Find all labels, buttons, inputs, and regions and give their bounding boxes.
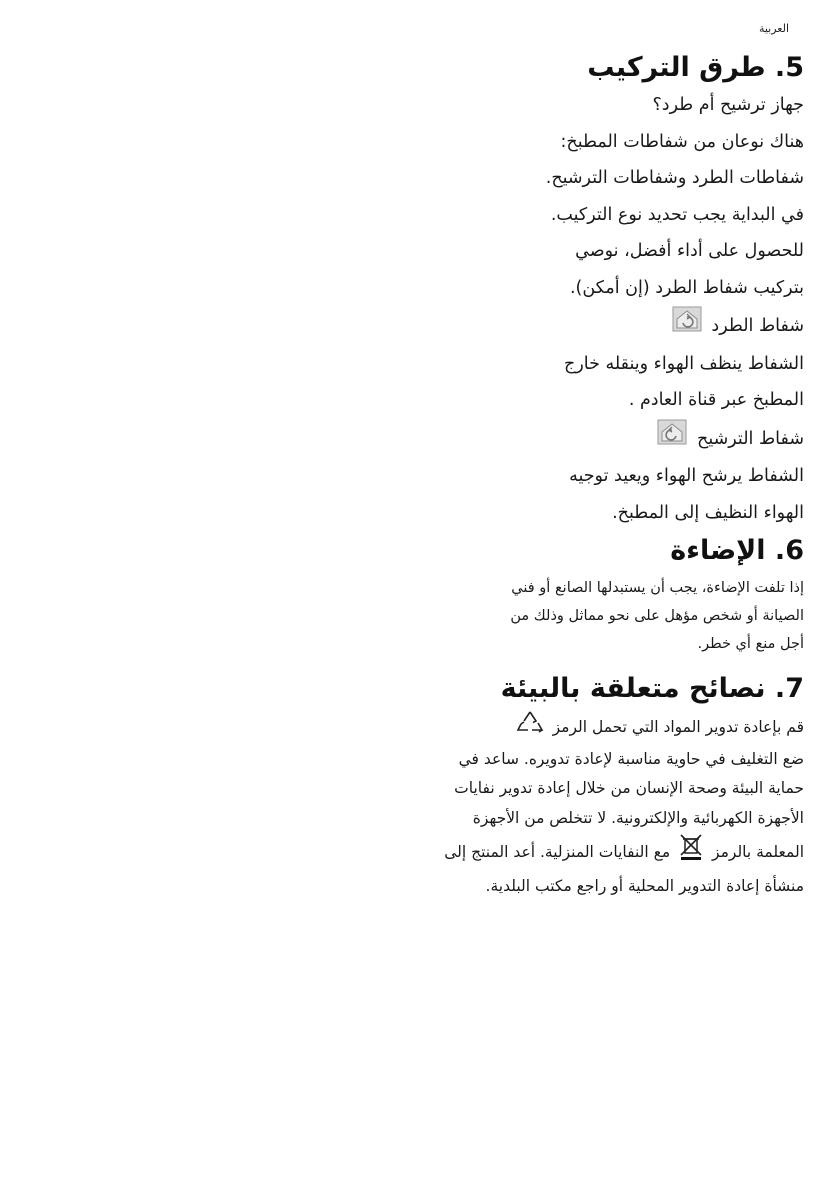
recirculation-hood-icon	[657, 419, 687, 459]
paragraph-line: الشفاط ينظف الهواء وينقله خارج	[564, 353, 804, 374]
section-7-title: 7. نصائح متعلقة بالبيئة	[500, 673, 804, 704]
paragraph-line: حماية البيئة وصحة الإنسان من خلال إعادة تدوير نفايات	[454, 779, 804, 797]
paragraph-line: جهاز ترشيح أم طرد؟	[652, 95, 804, 115]
weee-line	[404, 833, 804, 872]
recycle-text: قم بإعادة تدوير المواد التي تحمل الرمز	[552, 717, 804, 736]
section-lighting	[510, 535, 804, 658]
recycle-line	[404, 710, 804, 745]
paragraph-line: الشفاط يرشح الهواء ويعيد توجيه	[569, 466, 804, 486]
recirculation-hood-heading	[546, 419, 804, 459]
exhaust-hood-heading	[546, 306, 804, 346]
exhaust-hood-label: شفاط الطرد	[711, 315, 804, 336]
paragraph-line: شفاطات الطرد وشفاطات الترشيح.	[545, 168, 804, 188]
section-5-title: 5. طرق التركيب	[587, 52, 804, 83]
section-environment	[404, 673, 804, 901]
exhaust-hood-icon	[672, 306, 702, 346]
paragraph-line: أجل منع أي خطر.	[697, 636, 804, 652]
paragraph-line: الصيانة أو شخص مؤهل على نحو مماثل وذلك من	[510, 608, 804, 624]
paragraph-line: منشأة إعادة التدوير المحلية أو راجع مكتب البلدية.	[485, 876, 804, 895]
recycle-icon	[516, 710, 544, 745]
weee-text-a: المعلمة بالرمز	[712, 842, 804, 861]
section-installation-methods	[546, 52, 804, 531]
paragraph-line: إذا تلفت الإضاءة، يجب أن يستبدلها الصانع أو فني	[511, 580, 804, 596]
paragraph-line: المطبخ عبر قناة العادم .	[628, 390, 804, 410]
crossed-bin-icon	[679, 833, 703, 872]
language-header: العربية	[758, 22, 789, 35]
recirculation-hood-label: شفاط الترشيح	[697, 428, 804, 449]
paragraph-line: في البداية يجب تحديد نوع التركيب.	[550, 204, 804, 225]
section-6-title: 6. الإضاءة	[670, 535, 804, 566]
paragraph-line: ضع التغليف في حاوية مناسبة لإعادة تدويره. ساعد في	[458, 749, 804, 768]
paragraph-line: للحصول على أداء أفضل، نوصي	[575, 241, 804, 261]
weee-text-b: مع النفايات المنزلية. أعد المنتج إلى	[444, 842, 671, 861]
paragraph-line: الهواء النظيف إلى المطبخ.	[612, 502, 804, 523]
paragraph-line: الأجهزة الكهربائية والإلكترونية. لا تتخلص من الأجهزة	[472, 808, 804, 827]
paragraph-line: هناك نوعان من شفاطات المطبخ:	[560, 131, 804, 152]
paragraph-line: بتركيب شفاط الطرد (إن أمكن).	[569, 277, 804, 298]
